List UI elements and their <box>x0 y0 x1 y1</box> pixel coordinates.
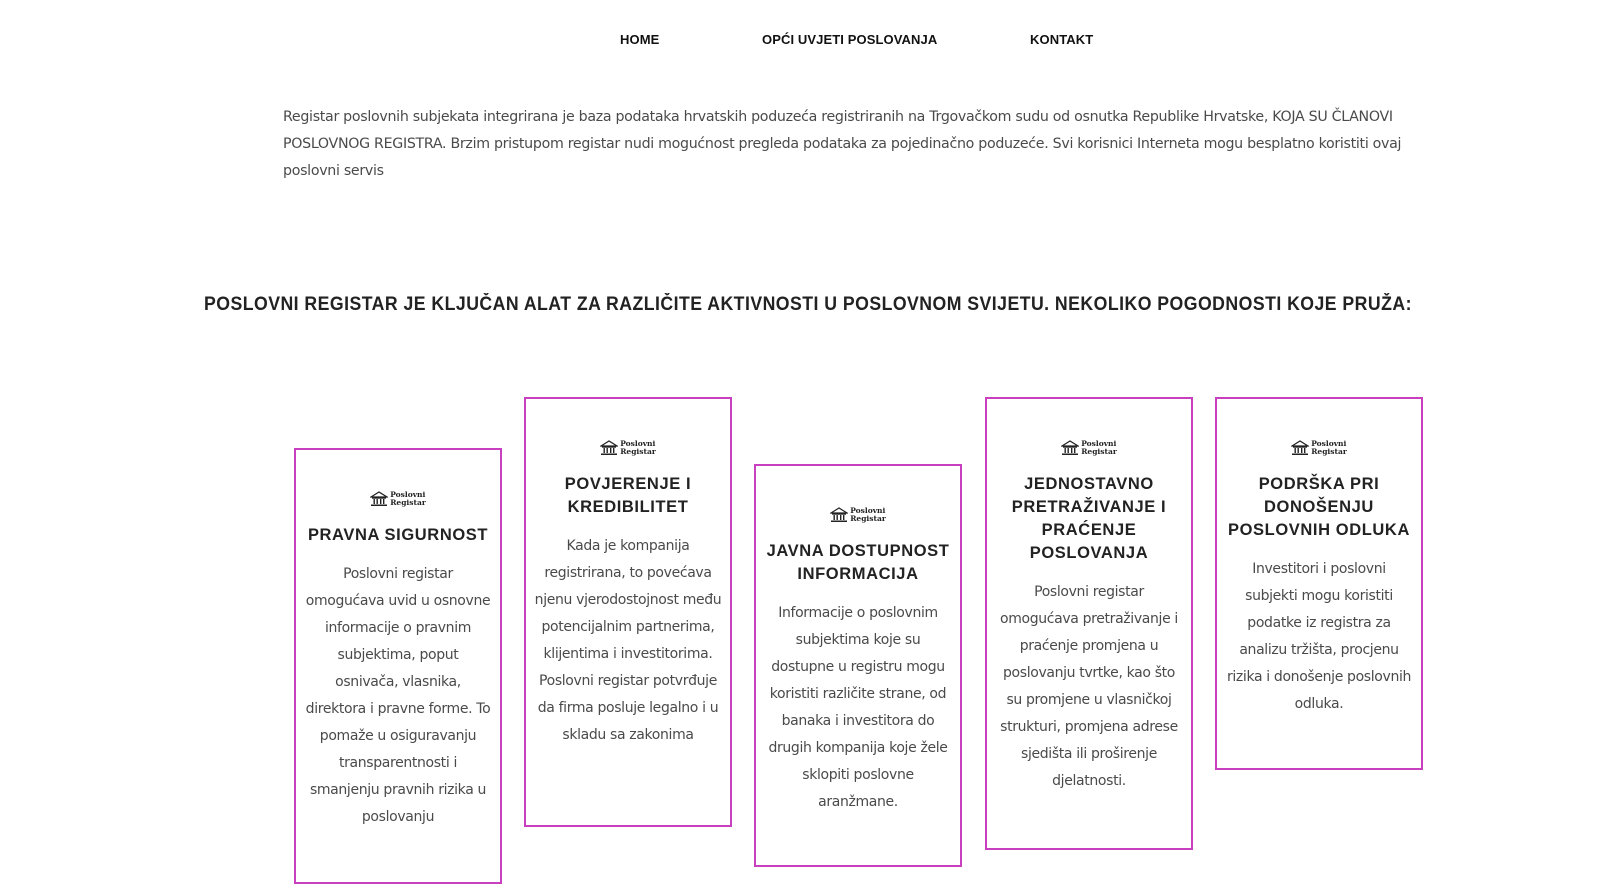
building-icon <box>1291 440 1309 456</box>
nav-contact-link[interactable]: KONTAKT <box>1030 32 1094 47</box>
feature-card-legal <box>294 448 502 884</box>
logo-wordmark: Poslovni Registar <box>620 439 656 456</box>
card-title: JEDNOSTAVNO PRETRAŽIVANJE I PRAĆENJE POSLOVANJA <box>1011 475 1167 562</box>
feature-card-public-access <box>754 464 962 867</box>
card-logo <box>764 502 952 528</box>
logo-wordmark: Poslovni Registar <box>390 490 426 507</box>
building-icon <box>1061 440 1079 456</box>
card-logo <box>995 435 1183 461</box>
building-icon <box>600 440 618 456</box>
card-title: PODRŠKA PRI DONOŠENJU POSLOVNIH ODLUKA <box>1228 475 1410 539</box>
card-logo <box>534 435 722 461</box>
card-logo <box>304 486 492 512</box>
card-text: Investitori i poslovni subjekti mogu koristiti podatke iz registra za analizu tržišta, procjenu rizika i donošenje poslovnih odluka. <box>1226 561 1412 712</box>
building-icon <box>830 507 848 523</box>
card-text: Poslovni registar omogućava uvid u osnovne informacije o pravnim subjektima, poput osnivača, vlasnika, direktora i pravne forme. To pomaže u osiguravanju transparentnosti i smanjenju pravnih rizika u poslovanju <box>305 566 491 825</box>
logo-wordmark: Poslovni Registar <box>850 506 886 523</box>
card-title: PRAVNA SIGURNOST <box>307 526 489 544</box>
logo-wordmark: Poslovni Registar <box>1311 439 1347 456</box>
nav-terms-link[interactable]: OPĆI UVJETI POSLOVANJA <box>762 32 938 47</box>
card-title: JAVNA DOSTUPNOST INFORMACIJA <box>766 542 950 583</box>
card-text: Kada je kompanija registrirana, to povećava njenu vjerodostojnost među potencijalnim partnerima, klijentima i investitorima. Poslovni registar potvrđuje da firma posluje legalno i u skladu sa zakonima <box>534 538 722 743</box>
card-title: POVJERENJE I KREDIBILITET <box>564 475 692 516</box>
feature-card-decisions <box>1215 397 1423 770</box>
feature-card-search <box>985 397 1193 850</box>
top-nav <box>0 32 1616 56</box>
nav-home-link[interactable]: HOME <box>620 32 660 47</box>
card-logo <box>1225 435 1413 461</box>
building-icon <box>370 491 388 507</box>
logo-wordmark: Poslovni Registar <box>1081 439 1117 456</box>
intro-paragraph: Registar poslovnih subjekata integrirana je baza podataka hrvatskih poduzeća registriranih na Trgovačkom sudu od osnutka Republike Hrvatske, KOJA SU ČLANOVI POSLOVNOG REGISTRA. Brzim pristupom registar nudi mogućnost pregleda podataka za pojedinačno poduzeće. Svi korisnici Interneta mogu besplatno koristiti ovaj poslovni servis <box>283 109 1402 179</box>
card-text: Poslovni registar omogućava pretraživanje i praćenje promjena u poslovanju tvrtke, kao što su promjene u vlasničkoj strukturi, promjena adrese sjedišta ili proširenje djelatnosti. <box>1000 584 1178 789</box>
feature-card-trust <box>524 397 732 827</box>
card-text: Informacije o poslovnim subjektima koje su dostupne u registru mogu koristiti različite strane, od banaka i investitora do drugih kompanija koje žele sklopiti poslovne aranžmane. <box>768 605 948 810</box>
section-title: POSLOVNI REGISTAR JE KLJUČAN ALAT ZA RAZLIČITE AKTIVNOSTI U POSLOVNOM SVIJETU. NEKOLIKO POGODNOSTI KOJE PRUŽA: <box>204 294 1412 315</box>
